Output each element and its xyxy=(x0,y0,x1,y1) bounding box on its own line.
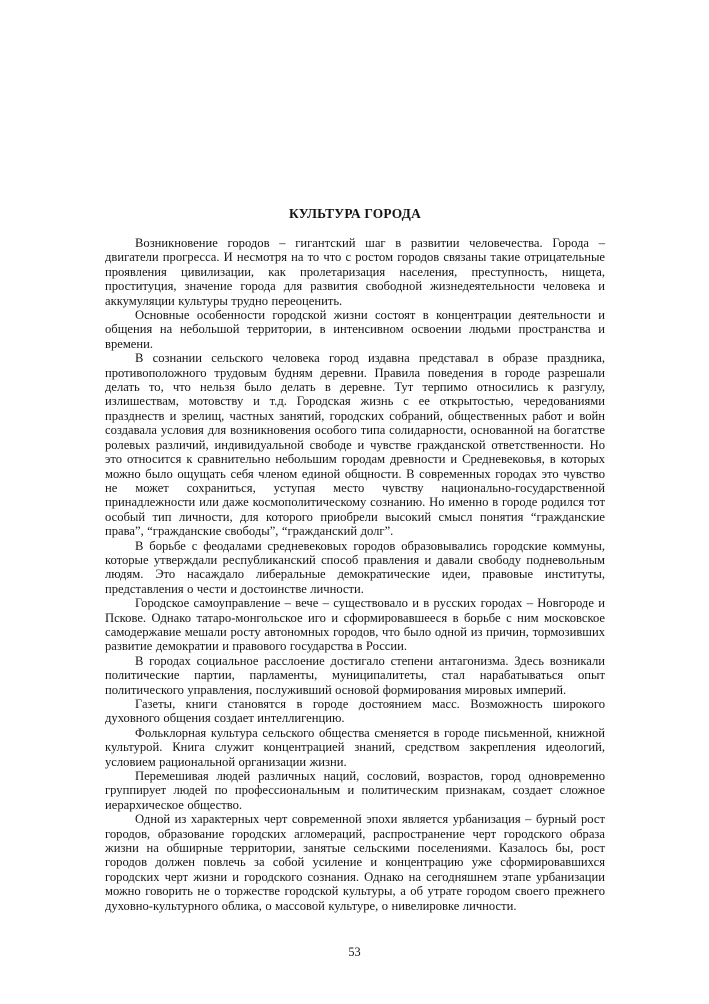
paragraph: В городах социальное расслоение достигало степени антагонизма. Здесь возникали политические партии, парламенты, муниципалитеты, стал нарабатываться опыт политического управления, послуживший основой формирования мировых империй. xyxy=(105,653,605,697)
page-title: КУЛЬТУРА ГОРОДА xyxy=(289,206,421,221)
paragraph: Возникновение городов – гигантский шаг в развитии человечества. Города – двигатели прогресса. И несмотря на то что с ростом городов связаны такие отрицательные проявления цивилизации, как пролетаризация населения, преступность, нищета, проституция, значение города для развития свободной жизнедеятельности человека и аккумуляции культуры трудно переоценить. xyxy=(105,236,605,308)
paragraph: Фольклорная культура сельского общества сменяется в городе письменной, книжной культурой. Книга служит концентрацией знаний, средством закрепления идеологий, условием рациональной организации жизни. xyxy=(105,725,605,769)
paragraph: Городское самоуправление – вече – существовало и в русских городах – Новгороде и Пскове. Однако татаро-монгольское иго и сформировавшееся в борьбе с ним московское самодержавие мешали росту автономных городов, что было одной из причин, тормозивших развитие демократии и правового государства в России. xyxy=(105,596,605,654)
paragraph: Перемешивая людей различных наций, сословий, возрастов, город одновременно группирует людей по профессиональным и политическим признакам, создает сложное иерархическое общество. xyxy=(105,769,605,812)
paragraph: Основные особенности городской жизни состоят в концентрации деятельности и общения на небольшой территории, в интенсивном освоении людьми пространства и времени. xyxy=(105,308,605,351)
paragraph: Одной из характерных черт современной эпохи является урбанизация – бурный рост городов, образование городских агломераций, распространение черт городского образа жизни на обширные территории, занятые сельскими поселениями. Казалось бы, рост городов должен повлечь за собой усиление и концентрацию уже сформировавшихся городских черт жизни и городского сознания. Однако на сегодняшнем этапе урбанизации можно говорить не о торжестве городской культуры, а об утрате городом своего прежнего духовно-культурного облика, о массовой культуре, о нивелировке личности. xyxy=(105,812,605,913)
paragraph: В борьбе с феодалами средневековых городов образовывались городские коммуны, которые утверждали республиканский способ правления и давали свободу подневольным людям. Это насаждало либеральные демократические идеи, правовые институты, представления о чести и достоинстве личности. xyxy=(105,538,605,596)
paragraph: Газеты, книги становятся в городе достоянием масс. Возможность широкого духовного общения создает интеллигенцию. xyxy=(105,697,605,726)
body-text xyxy=(105,236,605,913)
paragraph: В сознании сельского человека город издавна представал в образе праздника, противоположного трудовым будням деревни. Правила поведения в городе разрешали делать то, что нельзя было делать в деревне. Тут терпимо относились к разгулу, излишествам, мотовству и т.д. Городская жизнь с ее открытостью, чередованиями празднеств и зрелищ, частных занятий, городских собраний, общественных работ и войн создавала условия для возникновения особого типа солидарности, основанной на богатстве ролевых различий, индивидуальной свободе и чувстве гражданской ответственности. Но это относится к сравнительно небольшим городам древности и Средневековья, в которых можно было ощущать себя членом единой общности. В современных городах это чувство не может сохраниться, уступая место чувству национально-государственной принадлежности или даже космополитическому сознанию. Но именно в городе родился тот особый тип личности, для которого приобрели высокий смысл понятия “гражданские права”, “гражданские свободы”, “гражданский долг”. xyxy=(105,351,605,539)
page-number: 53 xyxy=(348,945,361,959)
